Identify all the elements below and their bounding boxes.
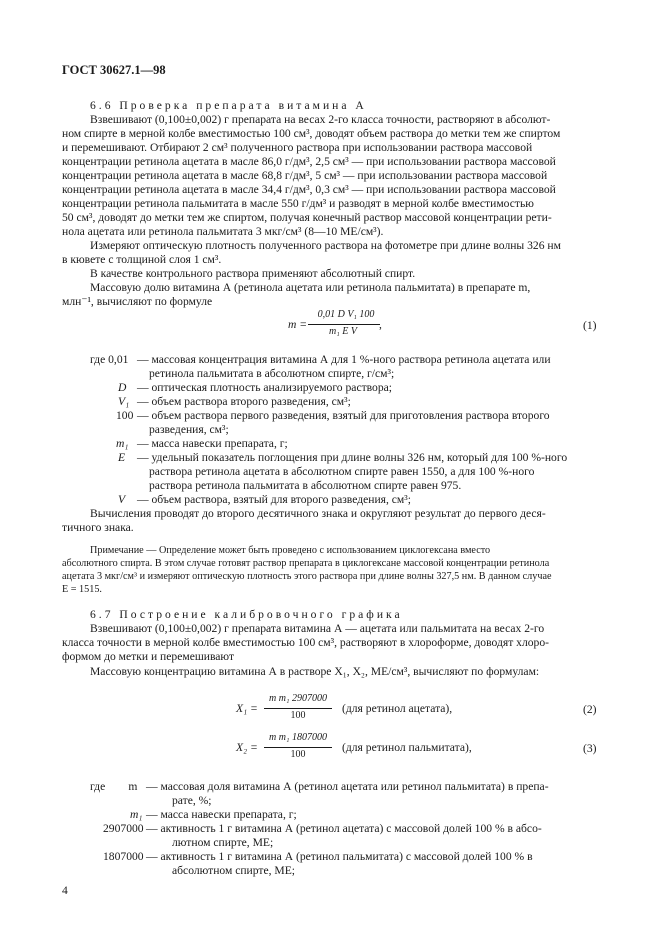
formula-number: (2): [583, 703, 597, 716]
where-desc: разведения, см³;: [149, 423, 229, 436]
text-line: нола ацетата или ретинола пальмитата 3 мкг/см³ (8—10 МЕ/см³).: [62, 225, 384, 238]
where-desc: ретинола пальмитата в абсолютном спирте, г/см³;: [149, 367, 395, 380]
text-line: в кювете с толщиной слоя 1 см³.: [62, 253, 222, 266]
text-line: Массовую концентрацию витамина А в растворе X₁, X₂, МЕ/см³, вычисляют по формулам:: [90, 665, 540, 678]
where-symbol: V₁: [118, 395, 130, 408]
where-desc: — объем раствора второго разведения, см³;: [137, 395, 351, 408]
where-symbol: E: [118, 451, 126, 464]
fraction-bar: [264, 747, 332, 748]
text-line: концентрации ретинола ацетата в масле 68,8 г/дм³, 5 см³ — при использовании раствора массовой: [62, 169, 548, 182]
note-line: Примечание — Определение может быть проведено с использованием циклогексана вместо: [90, 545, 491, 556]
where-desc: — масса навески препарата, г;: [137, 437, 288, 450]
where-desc: — активность 1 г витамина А (ретинол пальмитата) с массовой долей 100 % в: [146, 850, 533, 863]
where-desc: рате, %;: [172, 794, 212, 807]
note-line: ацетата 3 мкг/см³ и измеряют оптическую плотность этого раствора при длине волны 327,5 нм. В данном случае: [62, 571, 552, 582]
where-desc: абсолютном спирте, МЕ;: [172, 864, 296, 877]
text-line: 50 см³, доводят до метки тем же спиртом, получая конечный раствор массовой концентрации рети-: [62, 211, 552, 224]
formula-denominator: 100: [290, 749, 306, 760]
where-symbol: m₁: [116, 437, 129, 450]
text-line: ном спирте в мерной колбе вместимостью 100 см³, доводят объем раствора до метки тем же спиртом: [62, 127, 561, 140]
where-desc: раствора ретинола ацетата в абсолютном спирте равен 1550, а для 100 %-ного: [149, 465, 535, 478]
where-desc: — объем раствора, взятый для второго разведения, см³;: [137, 493, 411, 506]
where-desc: лютном спирте, МЕ;: [172, 836, 274, 849]
formula-tail: ,: [379, 318, 382, 331]
where-symbol: V: [118, 493, 126, 506]
where-desc: — удельный показатель поглощения при длине волны 326 нм, который для 100 %-ного: [137, 451, 568, 464]
text-line: концентрации ретинола ацетата в масле 86,0 г/дм³, 2,5 см³ — при использовании раствора массовой: [62, 155, 556, 168]
text-line: Взвешивают (0,100±0,002) г препарата витамина А — ацетата или пальмитата на весах 2-го: [90, 622, 545, 635]
formula-note: (для ретинол пальмитата),: [342, 741, 472, 754]
formula-lhs: X₂ =: [236, 741, 258, 754]
text-line: тичного знака.: [62, 521, 134, 534]
formula-note: (для ретинол ацетата),: [342, 702, 453, 715]
text-line: Взвешивают (0,100±0,002) г препарата на весах 2-го класса точности, растворяют в абсолют-: [90, 113, 551, 126]
section-6-7-title: 6.7 Построение калибровочного графика: [90, 608, 403, 621]
note-line: абсолютного спирта. В этом случае готовят раствор препарата в циклогексане массовой концентрации ретинола: [62, 558, 550, 569]
standard-code: ГОСТ 30627.1—98: [62, 63, 166, 77]
formula-denominator: 100: [290, 710, 306, 721]
text-line: концентрации ретинола ацетата в масле 34,4 г/дм³, 0,3 см³ — при использовании раствора массовой: [62, 183, 556, 196]
where-desc: — оптическая плотность анализируемого раствора;: [137, 381, 393, 394]
where-symbol: D: [118, 381, 127, 394]
formula-lhs: m =: [288, 318, 308, 331]
formula-number: (3): [583, 742, 597, 755]
formula-numerator: 0,01 D V₁ 100: [317, 309, 375, 320]
where-desc: — масса навески препарата, г;: [146, 808, 297, 821]
text-line: класса точности в мерной колбе вместимостью 100 см³, растворяют в хлороформе, доводят хлоро-: [62, 636, 549, 649]
section-6-6-title: 6.6 Проверка препарата витамина А: [90, 99, 367, 112]
where-desc: — массовая доля витамина А (ретинол ацетата или ретинол пальмитата) в препа-: [146, 780, 549, 793]
where-symbol: 1807000: [103, 850, 144, 863]
text-line: млн⁻¹, вычисляют по формуле: [62, 295, 213, 308]
where-symbol: m₁: [130, 808, 143, 821]
where-desc: раствора ретинола пальмитата в абсолютном спирте равен 975.: [149, 479, 462, 492]
text-line: и перемешивают. Отбирают 2 см³ полученного раствора при использовании раствора массовой: [62, 141, 533, 154]
fraction-bar: [264, 708, 332, 709]
where-symbol: 2907000: [103, 822, 144, 835]
where-desc: — объем раствора первого разведения, взятый для приготовления раствора второго: [137, 409, 550, 422]
text-line: Измеряют оптическую плотность полученного раствора на фотометре при длине волны 326 нм: [90, 239, 561, 252]
formula-denominator: m₁ E V: [329, 326, 357, 337]
where-symbol: 100: [116, 409, 134, 422]
formula-numerator: m m₁ 2907000: [269, 693, 327, 704]
where-desc: — активность 1 г витамина А (ретинол ацетата) с массовой долей 100 % в абсо-: [146, 822, 542, 835]
page-number: 4: [62, 884, 68, 897]
where-symbol: где 0,01: [90, 353, 129, 366]
fraction-bar: [308, 324, 380, 325]
text-line: Массовую долю витамина А (ретинола ацетата или ретинола пальмитата) в препарате m,: [90, 281, 531, 294]
where-desc: — массовая концентрация витамина А для 1 %-ного раствора ретинола ацетата или: [137, 353, 551, 366]
where-symbol: где m: [90, 780, 138, 793]
text-line: В качестве контрольного раствора применяют абсолютный спирт.: [90, 267, 416, 280]
text-line: формом до метки и перемешивают: [62, 650, 235, 663]
text-line: Вычисления проводят до второго десятичного знака и округляют результат до первого деся-: [90, 507, 546, 520]
note-line: E = 1515.: [62, 584, 102, 595]
formula-numerator: m m₁ 1807000: [269, 732, 327, 743]
text-line: концентрации ретинола пальмитата в масле 550 г/дм³ и разводят в мерной колбе вместимостью: [62, 197, 534, 210]
formula-number: (1): [583, 319, 597, 332]
formula-lhs: X₁ =: [236, 702, 258, 715]
